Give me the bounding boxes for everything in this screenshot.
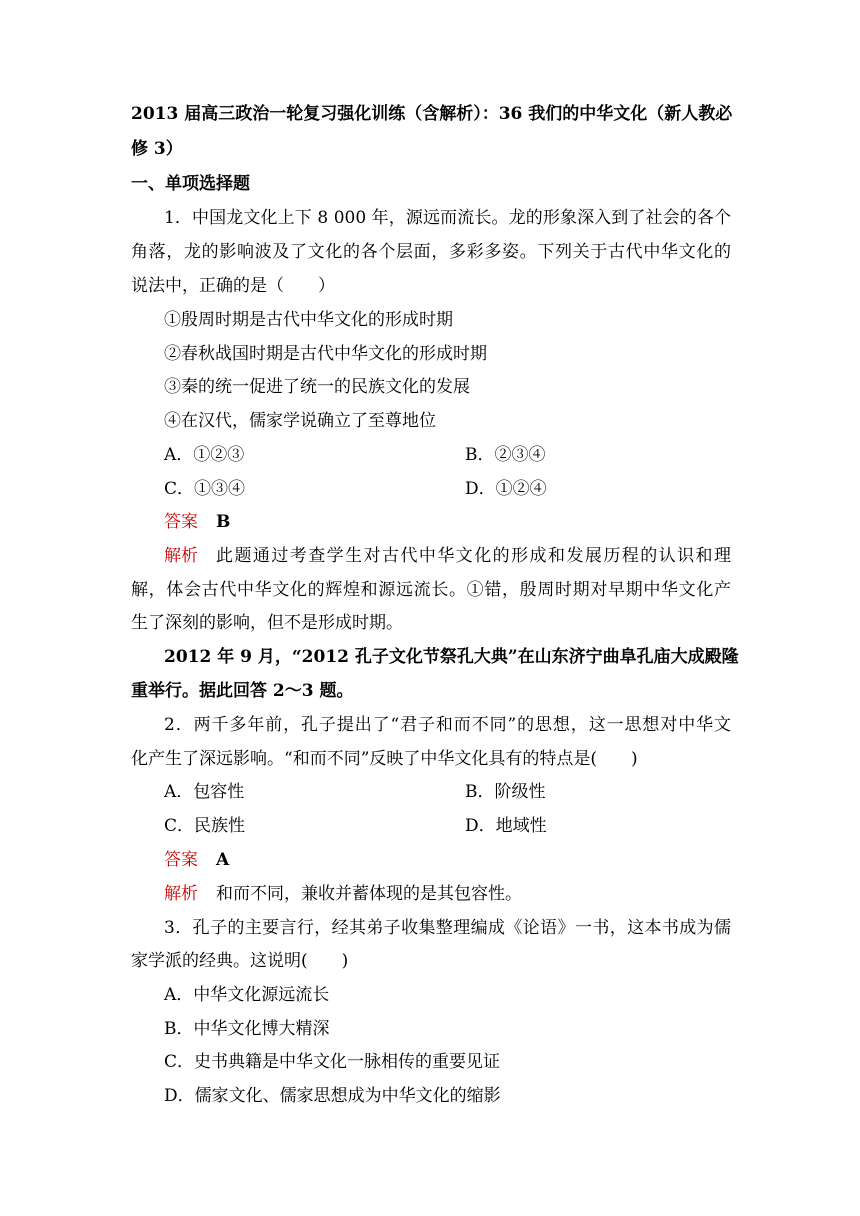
q2-option-c: C．民族性 bbox=[164, 816, 246, 836]
section-heading: 一、单项选择题 bbox=[131, 174, 250, 194]
q1-statement-3: ③秦的统一促进了统一的民族文化的发展 bbox=[164, 377, 470, 397]
q2-stem-line2: 化产生了深远影响。“和而不同”反映了中华文化具有的特点是( ) bbox=[131, 749, 638, 769]
q1-statement-4: ④在汉代，儒家学说确立了至尊地位 bbox=[164, 411, 436, 431]
intro-line1: 2012 年 9 月，“2012 孔子文化节祭孔大典”在山东济宁曲阜孔庙大成殿隆 bbox=[164, 647, 739, 667]
explanation-text: 此题通过考查学生对古代中华文化的形成和发展历程的认识和理 bbox=[216, 546, 731, 566]
q1-statement-2: ②春秋战国时期是古代中华文化的形成时期 bbox=[164, 344, 487, 364]
answer-value: A bbox=[216, 850, 230, 870]
explanation-label: 解析 bbox=[164, 884, 198, 904]
q1-option-d: D．①②④ bbox=[465, 479, 547, 499]
doc-title-line1: 2013 届高三政治一轮复习强化训练（含解析）：36 我们的中华文化（新人教必 bbox=[131, 104, 733, 124]
q1-stem-line3: 说法中，正确的是（ ） bbox=[131, 276, 335, 296]
explanation-text: 和而不同，兼收并蓄体现的是其包容性。 bbox=[216, 884, 522, 904]
q1-stem-line1: 1．中国龙文化上下 8 000 年，源远而流长。龙的形象深入到了社会的各个 bbox=[164, 208, 731, 228]
q2-explanation bbox=[164, 884, 522, 904]
q1-explanation-line3: 生了深刻的影响，但不是形成时期。 bbox=[131, 613, 403, 633]
q2-option-a: A．包容性 bbox=[164, 782, 245, 802]
answer-value: B bbox=[216, 512, 231, 532]
intro-line2: 重举行。据此回答 2～3 题。 bbox=[131, 681, 354, 701]
q2-answer bbox=[164, 850, 229, 870]
q1-explanation-line1 bbox=[164, 546, 731, 566]
explanation-label: 解析 bbox=[164, 546, 198, 566]
answer-label: 答案 bbox=[164, 850, 198, 870]
q3-stem-line1: 3．孔子的主要言行，经其弟子收集整理编成《论语》一书，这本书成为儒 bbox=[164, 918, 731, 938]
q2-stem-line1: 2．两千多年前，孔子提出了“君子和而不同”的思想，这一思想对中华文 bbox=[164, 715, 731, 735]
q1-statement-1: ①殷周时期是古代中华文化的形成时期 bbox=[164, 310, 453, 330]
q3-stem-line2: 家学派的经典。这说明( ) bbox=[131, 951, 349, 971]
q1-option-a: A．①②③ bbox=[164, 445, 245, 465]
q2-option-b: B．阶级性 bbox=[465, 782, 546, 802]
q1-option-c: C．①③④ bbox=[164, 479, 246, 499]
q1-explanation-line2: 解，体会古代中华文化的辉煌和源远流长。①错，殷周时期对早期中华文化产 bbox=[131, 580, 731, 600]
q1-option-b: B．②③④ bbox=[465, 445, 546, 465]
q3-option-b: B．中华文化博大精深 bbox=[164, 1019, 330, 1039]
q3-option-d: D．儒家文化、儒家思想成为中华文化的缩影 bbox=[164, 1086, 501, 1106]
q1-answer bbox=[164, 512, 230, 532]
doc-title-line2: 修 3） bbox=[131, 139, 183, 159]
q3-option-c: C．史书典籍是中华文化一脉相传的重要见证 bbox=[164, 1052, 501, 1072]
q3-option-a: A．中华文化源远流长 bbox=[164, 985, 330, 1005]
answer-label: 答案 bbox=[164, 512, 198, 532]
q2-option-d: D．地域性 bbox=[465, 816, 547, 836]
q1-stem-line2: 角落，龙的影响波及了文化的各个层面，多彩多姿。下列关于古代中华文化的 bbox=[131, 242, 731, 262]
